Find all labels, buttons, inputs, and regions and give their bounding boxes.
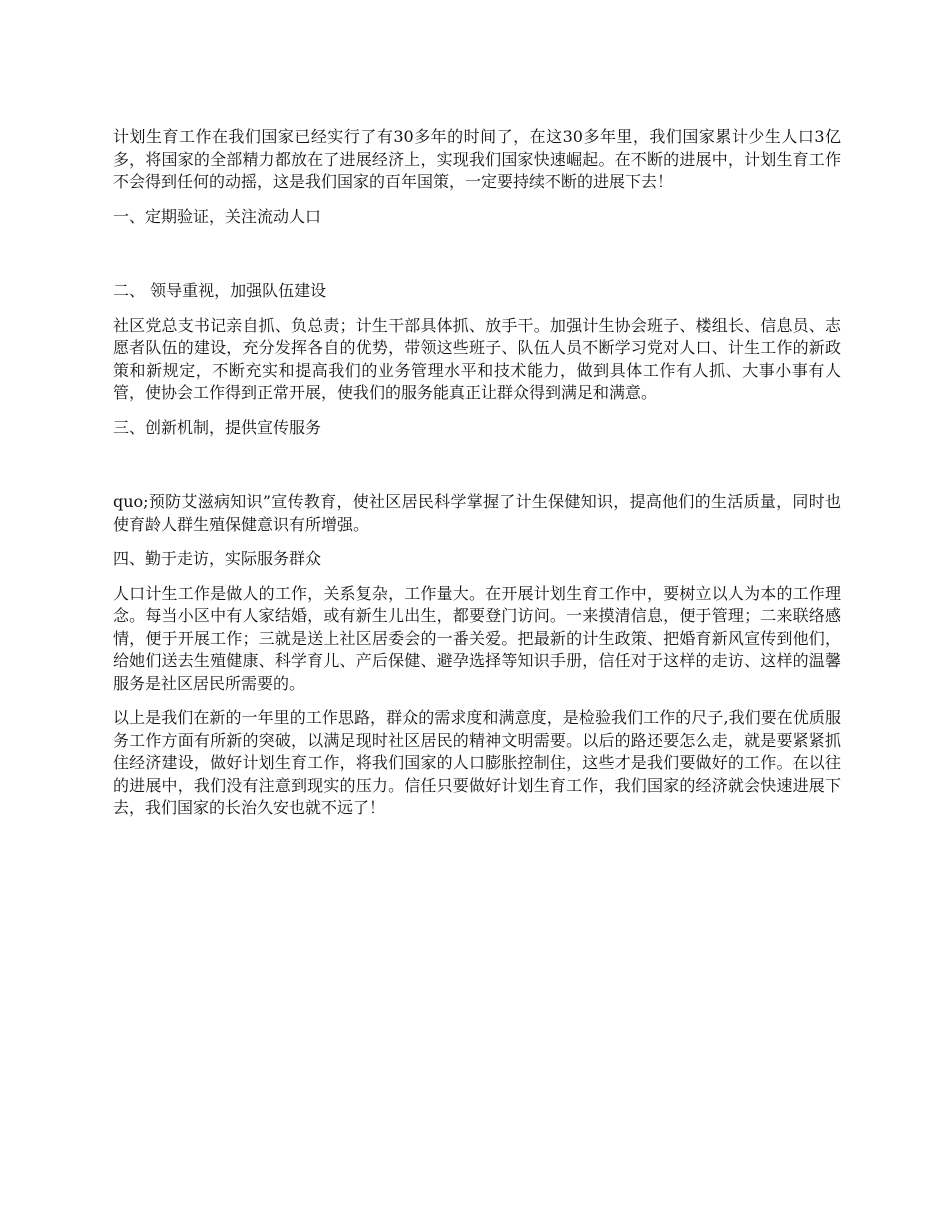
section-4-paragraph: 人口计生工作是做人的工作，关系复杂，工作量大。在开展计划生育工作中，要树立以人为本的工作理念。每当小区中有人家结婚，或有新生儿出生，都要登门访问。一来摸清信息，便于管理；二来联络感情，便于开展工作；三就是送上社区居委会的一番关爱。把最新的计生政策、把婚育新风宣传到他们，给她们送去生殖健康、科学育儿、产后保健、避孕选择等知识手册，信任对于这样的走访、这样的温馨服务是社区居民所需要的。: [113, 583, 841, 693]
section-gap: [113, 451, 841, 491]
section-gap: [113, 240, 841, 280]
section-3-paragraph: quo;预防艾滋病知识”宣传教育，使社区居民科学掌握了计生保健知识，提高他们的生活质量，同时也使育龄人群生殖保健意识有所增强。: [113, 492, 841, 534]
section-2-paragraph: 社区党总支书记亲自抓、负总责；计生干部具体抓、放手干。加强计生协会班子、楼组长、信息员、志愿者队伍的建设，充分发挥各自的优势，带领这些班子、队伍人员不断学习党对人口、计生工作的新政策和新规定，不断充实和提高我们的业务管理水平和技术能力，做到具体工作有人抓、大事小事有人管，使协会工作得到正常开展，使我们的服务能真正让群众得到满足和满意。: [113, 315, 841, 402]
section-heading-1: 一、定期验证，关注流动人口: [113, 206, 322, 226]
document-body: [113, 126, 841, 832]
intro-paragraph: 计划生育工作在我们国家已经实行了有30多年的时间了，在这30多年里，我们国家累计少生人口3亿多，将国家的全部精力都放在了进展经济上，实现我们国家快速崛起。在不断的进展中，计划生育工作不会得到任何的动摇，这是我们国家的百年国策，一定要持续不断的进展下去！: [113, 127, 841, 191]
section-heading-3: 三、创新机制，提供宣传服务: [113, 417, 322, 437]
conclusion-paragraph: 以上是我们在新的一年里的工作思路，群众的需求度和满意度，是检验我们工作的尺子,我们要在优质服务工作方面有所新的突破，以满足现时社区居民的精神文明需要。以后的路还要怎么走，就是要紧紧抓住经济建设，做好计划生育工作，将我们国家的人口膨胀控制住，这些才是我们要做好的工作。在以往的进展中，我们没有注意到现实的压力。信任只要做好计划生育工作，我们国家的经济就会快速进展下去，我们国家的长治久安也就不远了！: [113, 708, 841, 817]
section-heading-2: 二、 领导重视，加强队伍建设: [113, 281, 327, 300]
section-heading-4: 四、勤于走访，实际服务群众: [113, 549, 322, 568]
